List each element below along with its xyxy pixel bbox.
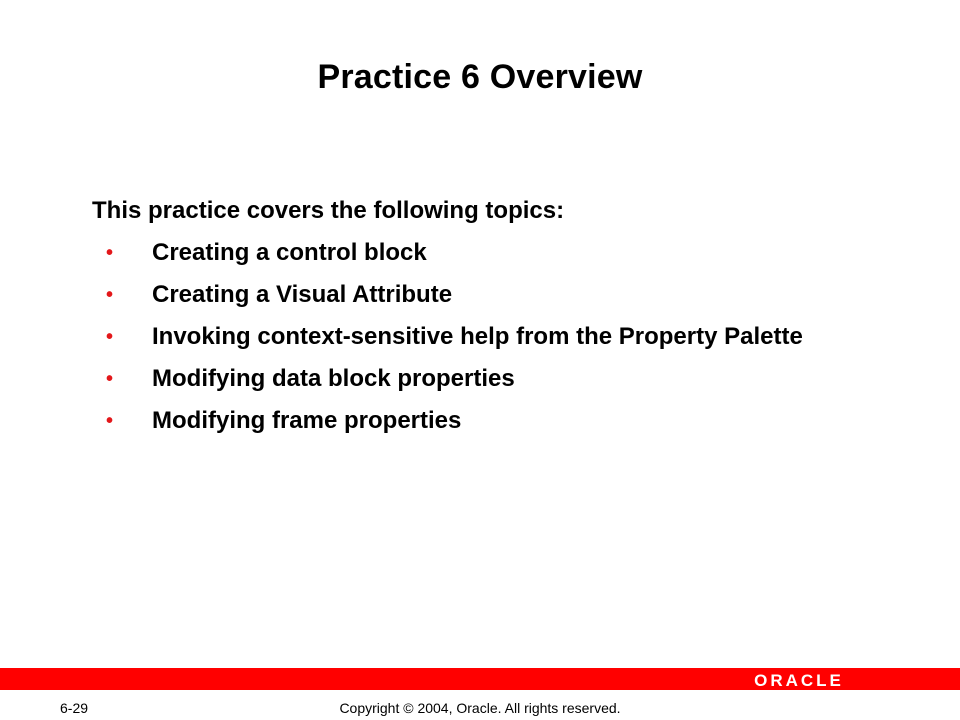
slide-title: Practice 6 Overview [317, 58, 643, 96]
slide-content [92, 196, 912, 448]
bullet-icon: • [106, 326, 114, 348]
logo-text: ORACLE [754, 672, 844, 688]
topic-text: Invoking context-sensitive help from the Property Palette [152, 323, 803, 350]
list-item [92, 238, 912, 268]
bullet-icon: • [106, 368, 114, 390]
intro-text: This practice covers the following topics: [92, 197, 565, 224]
bullet-icon: • [106, 242, 114, 264]
copyright-text: Copyright © 2004, Oracle. All rights reserved. [339, 700, 621, 716]
topic-list [92, 238, 912, 436]
topic-text: Modifying frame properties [152, 407, 462, 434]
bullet-icon: • [106, 284, 114, 306]
oracle-logo [739, 672, 859, 688]
topic-text: Creating a Visual Attribute [152, 281, 453, 308]
list-item [92, 280, 912, 310]
page-number: 6-29 [60, 700, 89, 716]
topic-text: Modifying data block properties [152, 365, 515, 392]
topic-text: Creating a control block [152, 239, 427, 266]
list-item [92, 364, 912, 394]
bullet-icon: • [106, 410, 114, 432]
list-item [92, 322, 912, 352]
list-item [92, 406, 912, 436]
